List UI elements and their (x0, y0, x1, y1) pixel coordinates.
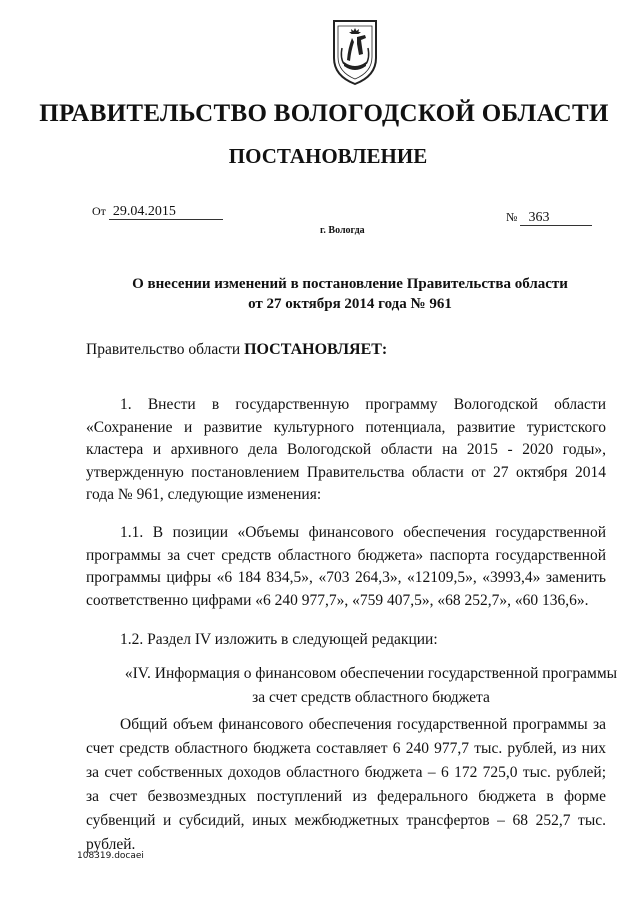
date-prefix: От (92, 204, 106, 218)
document-date: 29.04.2015 (109, 205, 223, 220)
preamble-text: Правительство области (86, 341, 245, 358)
document-number: 363 (520, 211, 592, 226)
number-line (506, 210, 592, 226)
paragraph-total-funding: Общий объем финансового обеспечения государственной программы за счет средств областного бюджета составляет 6 240 977,7 тыс. рублей, из них за счет собственных доходов областного бюджета – 6 172 725,0 тыс. рублей; за счет безвозмездных поступлений из федерального бюджета в форме субвенций и субсидий, иных межбюджетных трансфертов – 68 252,7 тыс. рублей. (86, 716, 606, 853)
document-type: ПОСТАНОВЛЕНИЕ (228, 144, 428, 168)
section-iv-title (116, 662, 626, 710)
paragraph-1: 1. Внести в государственную программу Вологодской области «Сохранение и развитие культурного потенциала, развитие туристского кластера и архивного дела Вологодской области на 2015 - 2020 годы», утвержденную постановлением Правительства области от 27 октября 2014 года № 961, следующие изменения: (86, 396, 606, 503)
section-title-line-2: за счет средств областного бюджета (252, 689, 490, 706)
section-title-line-1: «IV. Информация о финансовом обеспечении государственной программы (124, 665, 618, 682)
date-line (92, 204, 223, 220)
number-prefix: № (506, 210, 518, 224)
preamble-decree-word: ПОСТАНОВЛЯЕТ: (244, 341, 388, 358)
document-subject (0, 274, 640, 314)
vologda-coat-of-arms-icon (330, 18, 380, 86)
paragraph-1-2: 1.2. Раздел IV изложить в следующей редакции: (120, 631, 438, 648)
subject-line-2: от 27 октября 2014 года № 961 (248, 296, 452, 312)
preamble (86, 341, 387, 359)
paragraph-1-1: 1.1. В позиции «Объемы финансового обеспечения государственной программы за счет средств областного бюджета» паспорта государственной программы цифры «6 184 834,5», «703 264,3», «12109,5», «3993,4» заменить соответственно цифрами «6 240 977,7», «759 407,5», «68 252,7», «60 136,6». (86, 524, 606, 609)
government-title: ПРАВИТЕЛЬСТВО ВОЛОГОДСКОЙ ОБЛАСТИ (39, 100, 609, 127)
city: г. Вологда (320, 225, 365, 236)
footer-file-name: 108319.docaei (77, 851, 144, 861)
subject-line-1: О внесении изменений в постановление Правительства области (132, 276, 568, 292)
